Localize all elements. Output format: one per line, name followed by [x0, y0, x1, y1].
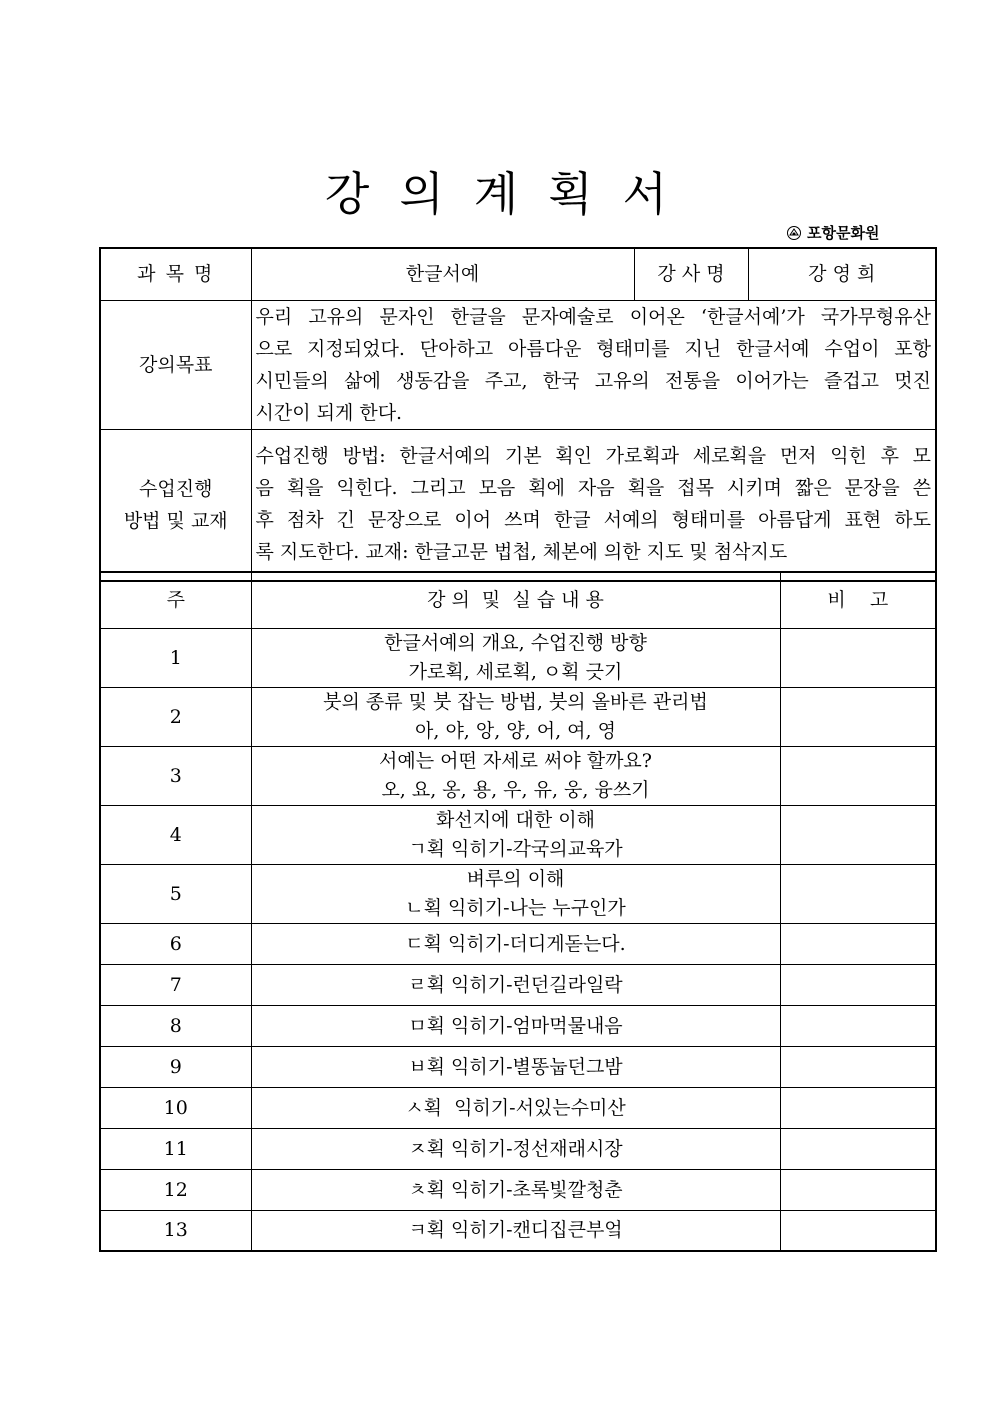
schedule-row — [100, 1169, 936, 1210]
method-label — [100, 429, 251, 581]
week-number: 10 — [100, 1087, 251, 1128]
lesson-content — [251, 628, 780, 687]
lesson-line: 가로획, 세로획, ㅇ획 긋기 — [408, 660, 623, 683]
schedule-row — [100, 1005, 936, 1046]
week-number: 4 — [100, 805, 251, 864]
schedule-row — [100, 1210, 936, 1251]
note-cell — [780, 1087, 936, 1128]
goal-line: 으로 지정되었다. 단아하고 아름다운 형태미를 지닌 한글서예 수업이 포항 — [255, 337, 931, 360]
week-number: 13 — [100, 1210, 251, 1251]
note-cell — [780, 1169, 936, 1210]
organization-name: 포항문화원 — [807, 224, 880, 242]
lesson-content — [251, 1169, 780, 1210]
lesson-content — [251, 746, 780, 805]
subject-label: 과 목 명 — [100, 248, 251, 300]
note-cell — [780, 805, 936, 864]
method-label-line: 방법 및 교재 — [123, 509, 228, 532]
note-cell — [780, 1005, 936, 1046]
lesson-line: 붓의 종류 및 붓 잡는 방법, 붓의 올바른 관리법 — [323, 690, 708, 713]
lesson-content — [251, 1087, 780, 1128]
lesson-content — [251, 1046, 780, 1087]
lesson-line: ㅁ획 익히기-엄마먹물내음 — [408, 1014, 623, 1037]
week-number: 11 — [100, 1128, 251, 1169]
schedule-row — [100, 687, 936, 746]
goal-label: 강의목표 — [100, 300, 251, 429]
note-cell — [780, 1128, 936, 1169]
lesson-line: ㄴ획 익히기-나는 누구인가 — [405, 896, 626, 919]
note-cell — [780, 964, 936, 1005]
method-text — [251, 429, 936, 581]
content-header: 강 의 및 실 습 내 용 — [251, 572, 780, 628]
lesson-line: 한글서예의 개요, 수업진행 방향 — [384, 631, 647, 654]
week-number: 2 — [100, 687, 251, 746]
lesson-line: ㄷ획 익히기-더디게돋는다. — [405, 932, 626, 955]
lesson-content — [251, 687, 780, 746]
document-title: 강의계획서 — [324, 167, 698, 221]
schedule-row — [100, 1128, 936, 1169]
note-header: 비 고 — [780, 572, 936, 628]
method-label-line: 수업진행 — [139, 477, 213, 500]
organization-label — [786, 222, 879, 243]
method-line: 수업진행 방법: 한글서예의 기본 획인 가로획과 세로획을 먼저 익힌 후 모 — [255, 444, 931, 467]
method-line: 음 획을 익힌다. 그리고 모음 획에 자음 획을 접목 시키며 짧은 문장을 쓴 — [255, 476, 931, 499]
instructor-value: 강 영 희 — [748, 248, 936, 300]
instructor-label: 강 사 명 — [634, 248, 748, 300]
schedule-row — [100, 628, 936, 687]
method-line: 후 점차 긴 문장으로 이어 쓰며 한글 서예의 형태미를 아름답게 표현 하도 — [255, 508, 931, 531]
week-number: 1 — [100, 628, 251, 687]
lesson-line: 화선지에 대한 이해 — [436, 808, 595, 831]
lesson-line: ㅂ획 익히기-별똥눕던그밤 — [408, 1055, 623, 1078]
lesson-line: ㅋ획 익히기-캔디집큰부엌 — [408, 1219, 623, 1242]
lesson-content — [251, 864, 780, 923]
lesson-line: ㄹ획 익히기-런던길라일락 — [408, 973, 623, 996]
schedule-row — [100, 1046, 936, 1087]
note-cell — [780, 687, 936, 746]
lesson-line: 아, 야, 앙, 양, 어, 여, 영 — [415, 719, 616, 742]
lesson-line: ㅊ획 익히기-초록빛깔청춘 — [408, 1178, 623, 1201]
goal-line: 시민들의 삶에 생동감을 주고, 한국 고유의 전통을 이어가는 즐겁고 멋진 — [255, 369, 931, 392]
lesson-line: 오, 요, 옹, 용, 우, 유, 웅, 융쓰기 — [381, 778, 650, 801]
lesson-content — [251, 1128, 780, 1169]
note-cell — [780, 1046, 936, 1087]
note-cell — [780, 923, 936, 964]
week-number: 12 — [100, 1169, 251, 1210]
lesson-content — [251, 1005, 780, 1046]
schedule-table — [99, 571, 937, 1252]
schedule-row — [100, 805, 936, 864]
note-cell — [780, 1210, 936, 1251]
schedule-row — [100, 746, 936, 805]
goal-line: 우리 고유의 문자인 한글을 문자예술로 이어온 ‘한글서예’가 국가무형유산 — [255, 305, 931, 328]
schedule-row — [100, 923, 936, 964]
lesson-line: ㅅ획 익히기-서있는수미산 — [405, 1096, 626, 1119]
note-cell — [780, 746, 936, 805]
week-number: 5 — [100, 864, 251, 923]
method-line: 록 지도한다. 교재: 한글고문 법첩, 체본에 의한 지도 및 첨삭지도 — [255, 540, 788, 563]
lesson-line: 벼루의 이해 — [466, 867, 565, 890]
goal-text — [251, 300, 936, 429]
week-number: 8 — [100, 1005, 251, 1046]
week-header: 주 — [100, 572, 251, 628]
week-number: 9 — [100, 1046, 251, 1087]
lesson-content — [251, 805, 780, 864]
lesson-content — [251, 1210, 780, 1251]
lesson-content — [251, 923, 780, 964]
goal-line: 시간이 되게 한다. — [255, 401, 403, 424]
info-table — [99, 247, 937, 582]
note-cell — [780, 628, 936, 687]
lesson-content — [251, 964, 780, 1005]
lesson-line: 서예는 어떤 자세로 써야 할까요? — [379, 749, 652, 772]
schedule-row — [100, 864, 936, 923]
emblem-icon — [786, 225, 802, 241]
week-number: 7 — [100, 964, 251, 1005]
lesson-line: ㄱ획 익히기-각국의교육가 — [408, 837, 623, 860]
subject-value: 한글서예 — [251, 248, 634, 300]
week-number: 6 — [100, 923, 251, 964]
schedule-row — [100, 1087, 936, 1128]
week-number: 3 — [100, 746, 251, 805]
schedule-header-row — [100, 572, 936, 628]
schedule-row — [100, 964, 936, 1005]
note-cell — [780, 864, 936, 923]
lesson-line: ㅈ획 익히기-정선재래시장 — [408, 1137, 623, 1160]
